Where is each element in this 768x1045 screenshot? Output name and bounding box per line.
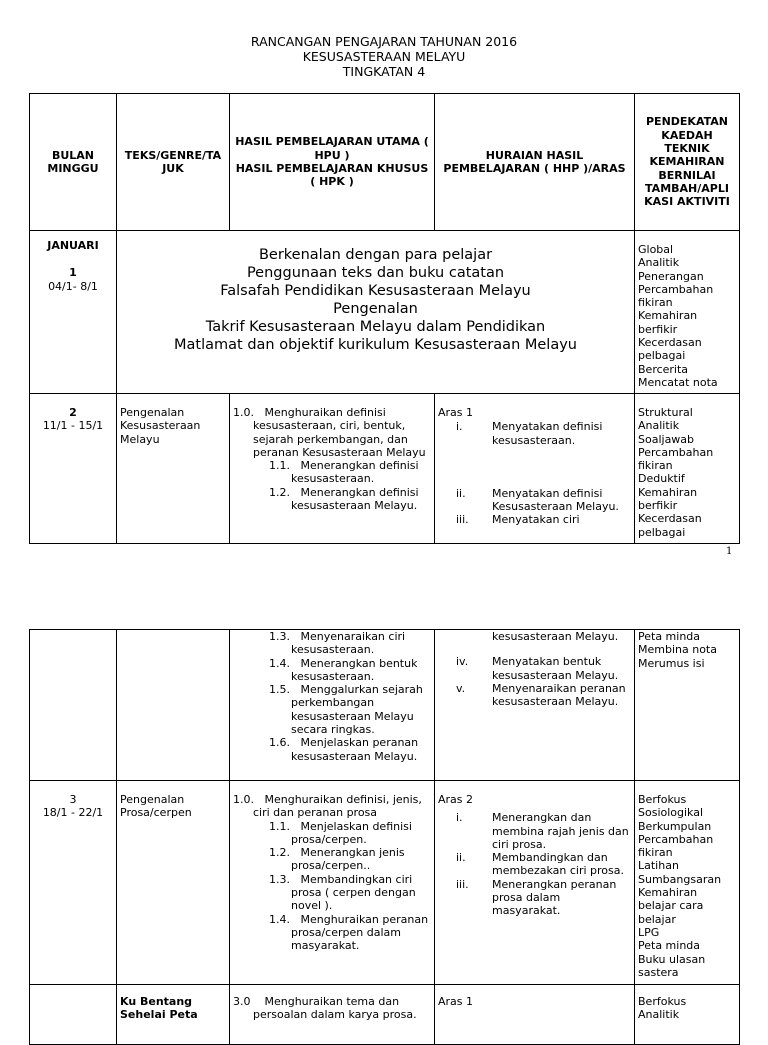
- hhp-item: [438, 487, 631, 514]
- week2-hhp-cell: [435, 394, 635, 544]
- week3-hpu: 1.0. Menghuraikan definisi, jenis, ciri dan peranan prosa: [233, 793, 422, 820]
- hpk-item: 1.6. Menjelaskan peranan kesusasteraan Melayu.: [269, 736, 419, 763]
- approach-item: Bercerita: [638, 362, 689, 376]
- table-row: [30, 630, 740, 781]
- approach-item: Berfokus: [638, 995, 687, 1008]
- hhp-text: Menerangkan peranan prosa dalam masyarakat.: [492, 877, 617, 918]
- approach-item: Percambahan fikiran: [638, 445, 714, 473]
- hhp-num: i.: [456, 811, 463, 825]
- header-hpu: HASIL PEMBELAJARAN UTAMA ( HPU ): [235, 135, 429, 162]
- hhp-text: Menyatakan definisi kesusasteraan.: [492, 420, 603, 447]
- hhp-num: ii.: [456, 851, 466, 865]
- hpk-item: 1.3. Menyenaraikan ciri kesusasteraan.: [269, 630, 406, 657]
- hhp-num: i.: [456, 420, 463, 434]
- table-row: [30, 781, 740, 985]
- intro-line: Berkenalan dengan para pelajar: [258, 247, 493, 263]
- week2-cont-hhp-cell: [435, 630, 635, 781]
- week2-aras: Aras 1: [438, 406, 474, 419]
- approach-item: Peta minda: [638, 630, 701, 643]
- approach-item: Berkumpulan: [638, 819, 712, 833]
- hpk-item: 1.3. Membandingkan ciri prosa ( cerpen dengan novel ).: [269, 872, 416, 913]
- hhp-item: [438, 811, 631, 851]
- approach-item: Buku ulasan sastera: [638, 952, 706, 979]
- approach-item: Mencatat nota: [638, 375, 718, 389]
- hpk-item: 1.2. Menerangkan jenis prosa/cerpen..: [269, 846, 405, 873]
- hhp-item: [438, 851, 631, 878]
- week2-hpu: 1.0. Menghuraikan definisi kesusasteraan, ciri, bentuk, sejarah perkembangan, dan peranan Kesusasteraan Melayu: [233, 406, 426, 459]
- week2-cont-cell: [30, 630, 117, 781]
- hpk-item: 1.1. Menjelaskan definisi prosa/cerpen.: [269, 819, 412, 846]
- hhp-text: Membandingkan dan membezakan ciri prosa.: [492, 851, 624, 878]
- approach-item: Sosiologikal: [638, 806, 704, 820]
- hhp-text: Menyenaraikan peranan kesusasteraan Melayu.: [492, 681, 626, 709]
- hhp-num: ii.: [456, 486, 466, 500]
- hhp-num: v.: [456, 681, 466, 695]
- week3-hpu-cell: [230, 781, 435, 985]
- week2-genre: Pengenalan Kesusasteraan Melayu: [117, 394, 230, 544]
- approach-item: Latihan: [638, 859, 679, 873]
- approach-item: Kemahiran berfikir: [638, 485, 698, 513]
- approach-item: Percambahan fikiran: [638, 282, 714, 310]
- header-pendekatan: PENDEKATAN KAEDAH TEKNIK KEMAHIRAN BERNILAI TAMBAH/APLI KASI AKTIVITI: [635, 94, 740, 231]
- week4-approach-cell: [635, 985, 740, 1045]
- hhp-item-cont: kesusasteraan Melayu.: [492, 630, 619, 643]
- approach-item: Analitik: [638, 256, 680, 270]
- header-teks-genre: TEKS/GENRE/TA JUK: [117, 94, 230, 231]
- hhp-num: iii.: [456, 513, 469, 527]
- week4-aras: Aras 1: [438, 995, 474, 1008]
- approach-item: Kecerdasan pelbagai: [638, 336, 702, 363]
- intro-line: Penggunaan teks dan buku catatan: [246, 265, 505, 281]
- hhp-item: [438, 655, 631, 682]
- week1-month: JANUARI: [47, 239, 99, 252]
- intro-line: Pengenalan: [333, 301, 418, 317]
- header-bulan-minggu: BULAN MINGGU: [30, 94, 117, 231]
- hpk-item: 1.1. Menerangkan definisi kesusasteraan.: [269, 459, 419, 486]
- week4-cell: [30, 985, 117, 1045]
- approach-item: Peta minda: [638, 939, 701, 953]
- hhp-num: iv.: [456, 655, 469, 669]
- hhp-num: iii.: [456, 877, 469, 891]
- hhp-item: [438, 878, 631, 918]
- document-subject: KESUSASTERAAN MELAYU: [302, 49, 466, 64]
- plan-table-page-2: [29, 629, 740, 1045]
- week1-approach-cell: [635, 231, 740, 394]
- approach-item: Analitik: [638, 419, 680, 433]
- week2-hpu-cell: [230, 394, 435, 544]
- approach-item: Kemahiran belajar cara belajar: [638, 886, 704, 926]
- week3-dates: 18/1 - 22/1: [42, 806, 104, 820]
- approach-item: Membina nota: [638, 643, 717, 657]
- page-number: 1: [726, 546, 733, 557]
- header-hpu-hpk: [230, 94, 435, 231]
- week1-cell: [30, 231, 117, 394]
- week2-approach-cell: [635, 394, 740, 544]
- week2-cont-hpk-cell: [230, 630, 435, 781]
- intro-line: Falsafah Pendidikan Kesusasteraan Melayu: [220, 283, 531, 299]
- week1-dates: 04/1- 8/1: [48, 279, 98, 293]
- table-header-row: [30, 94, 740, 231]
- week2-cont-approach-cell: [635, 630, 740, 781]
- week3-cell: [30, 781, 117, 985]
- approach-item: LPG: [638, 925, 660, 939]
- hhp-text: Menyatakan bentuk kesusasteraan Melayu.: [492, 655, 619, 682]
- week2-cont-genre: [117, 630, 230, 781]
- approach-item: Berfokus: [638, 793, 687, 806]
- approach-item: Kemahiran berfikir: [638, 309, 698, 336]
- week2-cell: [30, 394, 117, 544]
- approach-item: Penerangan: [638, 269, 704, 283]
- table-row: [30, 231, 740, 394]
- approach-item: Global: [638, 243, 674, 256]
- hhp-text: Menyatakan definisi Kesusasteraan Melayu.: [492, 486, 619, 514]
- week3-number: 3: [69, 793, 77, 806]
- week3-genre: Pengenalan Prosa/cerpen: [117, 781, 230, 985]
- hpk-item: 1.2. Menerangkan definisi kesusasteraan Melayu.: [269, 485, 419, 513]
- table-row: [30, 394, 740, 544]
- approach-item: Merumus isi: [638, 656, 705, 670]
- hhp-item: [438, 682, 631, 709]
- intro-line: Takrif Kesusasteraan Melayu dalam Pendidikan: [205, 319, 546, 335]
- approach-item: Kecerdasan pelbagai: [638, 512, 702, 539]
- intro-line: Matlamat dan objektif kurikulum Kesusasteraan Melayu: [174, 337, 577, 353]
- week3-hhp-cell: [435, 781, 635, 985]
- table-row: [30, 985, 740, 1045]
- document-form: TINGKATAN 4: [342, 64, 426, 79]
- week4-genre: Ku Bentang Sehelai Peta: [117, 985, 230, 1045]
- hhp-item: [438, 513, 631, 526]
- document-title: RANCANGAN PENGAJARAN TAHUNAN 2016: [250, 34, 518, 49]
- week3-aras: Aras 2: [438, 793, 474, 806]
- hhp-item: [438, 420, 631, 447]
- hpk-item: 1.5. Menggalurkan sejarah perkembangan kesusasteraan Melayu secara ringkas.: [269, 683, 423, 737]
- approach-item: Sumbangsaran: [638, 872, 722, 886]
- week1-number: 1: [69, 266, 77, 280]
- header-hpk: HASIL PEMBELAJARAN KHUSUS ( HPK ): [235, 162, 429, 189]
- plan-table-page-1: [29, 93, 740, 544]
- week2-number: 2: [69, 406, 77, 419]
- header-hhp: HURAIAN HASIL PEMBELAJARAN ( HHP )/ARAS: [435, 94, 635, 231]
- hpk-item: 1.4. Menghuraikan peranan prosa/cerpen dalam masyarakat.: [269, 912, 429, 953]
- approach-item: Soaljawab: [638, 432, 695, 446]
- hhp-text: Menerangkan dan membina rajah jenis dan ciri prosa.: [492, 811, 629, 851]
- approach-item: Percambahan fikiran: [638, 832, 714, 860]
- approach-item: Struktural: [638, 406, 693, 419]
- hpk-item: 1.4. Menerangkan bentuk kesusasteraan.: [269, 656, 418, 683]
- hhp-text: Menyatakan ciri: [492, 513, 580, 527]
- approach-item: Deduktif: [638, 472, 685, 486]
- approach-item: Analitik: [638, 1008, 680, 1022]
- week3-approach-cell: [635, 781, 740, 985]
- week4-hhp-cell: [435, 985, 635, 1045]
- week1-intro-cell: [117, 231, 635, 394]
- week2-dates: 11/1 - 15/1: [42, 419, 104, 433]
- week4-hpu-cell: [230, 985, 435, 1045]
- week4-hpu: 3.0 Menghuraikan tema dan persoalan dalam karya prosa.: [233, 995, 417, 1022]
